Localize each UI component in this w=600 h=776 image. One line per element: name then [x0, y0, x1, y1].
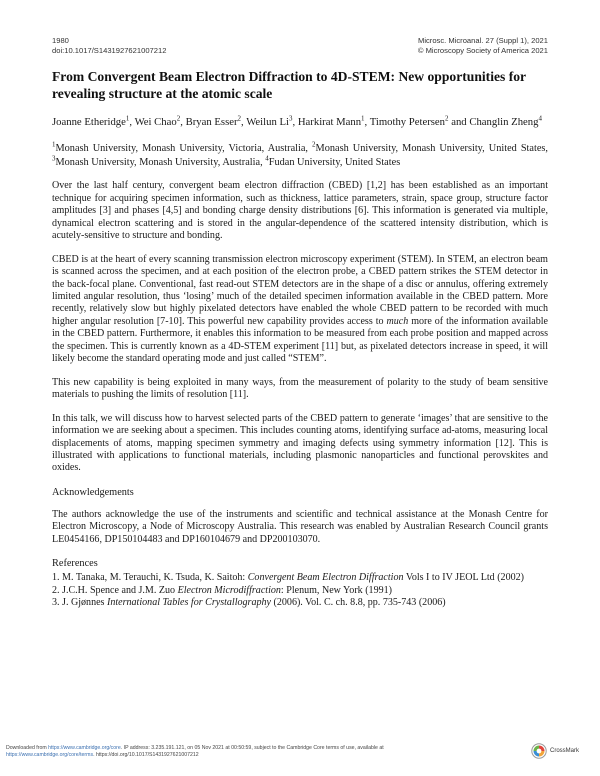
crossmark-label: CrossMark — [550, 748, 580, 754]
author: Changlin Zheng$^4$ — [469, 114, 542, 128]
crossmark-badge[interactable] — [531, 741, 595, 761]
paragraph-capability: This new capability is being exploited in many ways, from the measurement of polarity to the study of beam sensitive materials to pushing the limits of resolution [11]. — [52, 376, 548, 401]
download-footer: Downloaded from https://www.cambridge.org/core. IP address: 3.235.191.121, on 05 Nov 2021 at 00:50:59, subject to the Cambridge Core terms of use, available at https://www.cambridge.org/core/terms. https://doi.org/10.1017/S1431927621007212 — [6, 745, 384, 758]
paragraph-intro: Over the last half century, convergent beam electron diffraction (CBED) [1,2] has been established as an important technique for acquiring specimen information, such as thickness, lattice parameters, strain, space group, structure factor amplitudes [3] and phases [4,5] and bonding charge density distributions [6]. This information is generated via multiple, dynamical electron scattering and is stored in the angular-dependence of the scattered intensity distribution, which is acutely-sensitive to structure and bonding. — [52, 180, 548, 242]
affiliation: $^4$Fudan University, United States — [265, 154, 401, 169]
copyright: © Microscopy Society of America 2021 — [417, 46, 548, 55]
author-list: Joanne Etheridge$^1$, Wei Chao$^2$, Bryan Esser$^2$, Weilun Li$^3$, Harkirat Mann$^1$, Timothy Petersen$^2$ and Changlin Zheng$^4$ — [52, 114, 542, 128]
author: Harkirat Mann$^1$ — [297, 114, 365, 128]
reference-item: 1. M. Tanaka, M. Terauchi, K. Tsuda, K. Saitoh: Convergent Beam Electron Diffraction Vols I to IV JEOL Ltd (2002) — [52, 572, 524, 584]
paragraph-talk: In this talk, we will discuss how to harvest selected parts of the CBED pattern to generate ‘images’ that are sensitive to the information we are seeking about a specimen. This includes counting atoms, identifying surface ad-atoms, measuring local displacements of atoms, mapping specimen symmetry and imaging defects using symmetry information [12]. This is illustrated with applications to functional materials, including plasmonic nanoparticles and functional perovskites and oxides. — [52, 412, 548, 474]
author: Timothy Petersen$^2$ — [369, 114, 449, 128]
core-link[interactable]: https://www.cambridge.org/core — [48, 745, 121, 751]
author: Joanne Etheridge$^1$ — [52, 114, 130, 128]
acknowledgements-text: The authors acknowledge the use of the instruments and scientific and technical assistance at the Monash Centre for Electron Microscopy, a Node of Microscopy Australia. This research was enabled by Australian Research Council grants LE0454166, DP150104483 and DP160104679 and DP200103070. — [52, 508, 548, 545]
page-number: 1980 — [52, 36, 69, 45]
acknowledgements-heading: Acknowledgements — [52, 486, 134, 498]
running-header-right — [418, 36, 548, 56]
author: Wei Chao$^2$ — [134, 114, 181, 128]
doi[interactable]: doi:10.1017/S1431927621007212 — [52, 46, 167, 55]
author: Weilun Li$^3$ — [246, 114, 293, 128]
affiliation: $^2$Monash University, Monash University, United States, — [312, 140, 548, 154]
running-header-left — [52, 36, 166, 56]
affiliation: $^3$Monash University, Monash University, Australia, — [52, 154, 263, 169]
paragraph-cbed-stem: CBED is at the heart of every scanning transmission electron microscopy experiment (STEM). In STEM, an electron beam is scanned across the specimen, and at each position of the electron probe, a CBED pattern strikes the STEM detector in the back-focal plane. Conventional, fast read-out STEM detectors are in the shape of a disc or annulus, offering extremely limited angular resolution, thus ‘losing’ much of the detailed specimen information available in the CBED pattern. More recently, relatively slow but highly pixelated detectors have enabled the whole CBED pattern to be recorded with much higher angular resolution [7-10]. This powerful new capability provides access to much more of the information available in the CBED pattern. Furthermore, it enables this information to be measured from each probe position and mapped across the specimen. This is currently known as a 4D-STEM experiment [11] but, as pixelated detectors increase in speed, it will likely become the standard operating mode and just called “STEM”. — [52, 253, 548, 365]
author: Bryan Esser$^2$ — [185, 114, 242, 128]
affiliation: $^1$Monash University, Monash University, Victoria, Australia, — [52, 140, 309, 154]
article-body — [52, 69, 548, 610]
affiliations — [52, 142, 548, 170]
crossmark-icon — [531, 743, 547, 759]
reference-item: 2. J.C.H. Spence and J.M. Zuo Electron Microdiffraction: Plenum, New York (1991) — [52, 584, 392, 596]
references-heading: References — [52, 558, 98, 570]
terms-link[interactable]: https://www.cambridge.org/core/terms — [6, 752, 94, 758]
journal-citation: Microsc. Microanal. 27 (Suppl 1), 2021 — [418, 36, 548, 45]
reference-item: 3. J. Gjønnes International Tables for Crystallography (2006). Vol. C. ch. 8.8, pp. 735-743 (2006) — [52, 597, 446, 609]
article-title: From Convergent Beam Electron Diffraction to 4D-STEM: New opportunities for revealing structure at the atomic scale — [52, 69, 526, 101]
